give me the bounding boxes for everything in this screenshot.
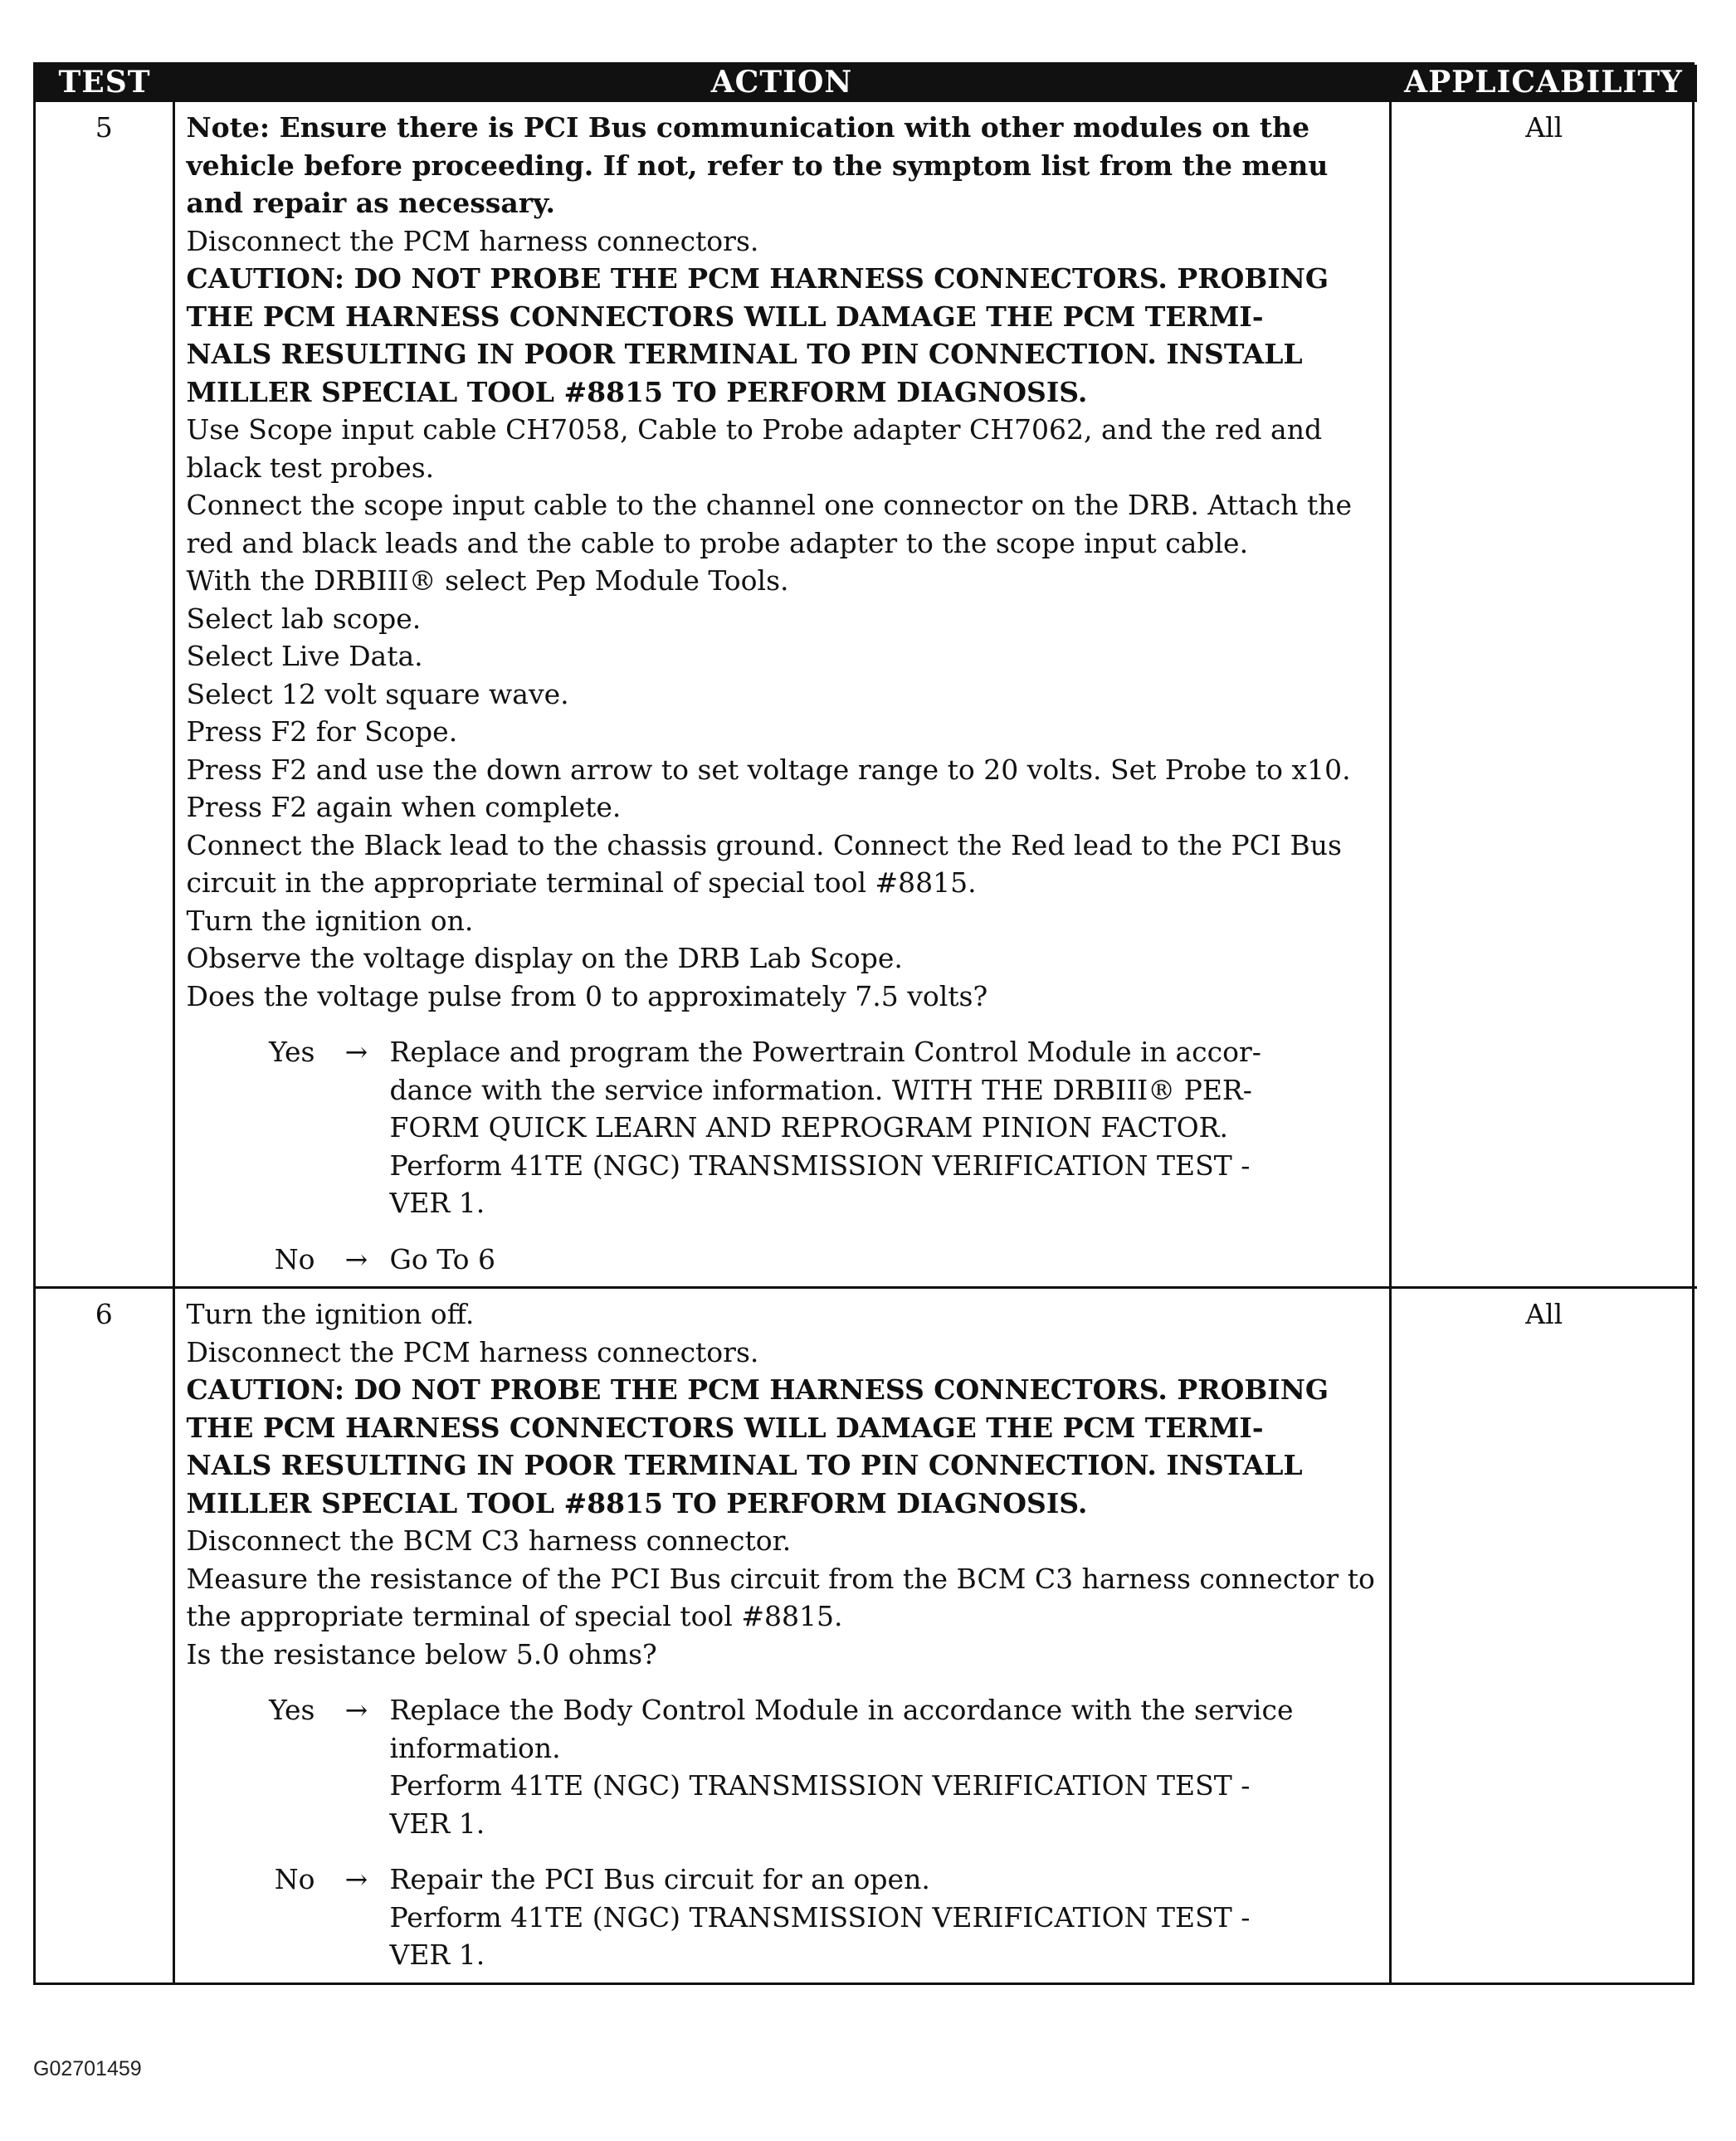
arrow-icon: →: [344, 1863, 368, 1895]
outcome-label: Yes: [269, 1036, 315, 1068]
caution-line: MILLER SPECIAL TOOL #8815 TO PERFORM DIAGNOSIS.: [186, 375, 1088, 408]
outcome-text: [390, 1861, 1382, 1974]
outcome-line: dance with the service information. WITH THE DRBIII® PER-: [389, 1073, 1252, 1106]
outcome-text: [390, 1691, 1382, 1842]
header-action: ACTION: [173, 65, 1390, 101]
caution-line: MILLER SPECIAL TOOL #8815 TO PERFORM DIAGNOSIS.: [186, 1486, 1088, 1519]
figure-code: G02701459: [33, 2057, 142, 2080]
outcome-line: Perform 41TE (NGC) TRANSMISSION VERIFICATION TEST -: [389, 1900, 1251, 1934]
instruction-line: Observe the voltage display on the DRB Lab Scope.: [186, 942, 903, 974]
instruction-line: Does the voltage pulse from 0 to approximately 7.5 volts?: [186, 979, 988, 1012]
outcome-label: No: [274, 1863, 315, 1895]
instruction-line: Disconnect the BCM C3 harness connector.: [186, 1524, 792, 1557]
caution-line: NALS RESULTING IN POOR TERMINAL TO PIN CONNECTION. INSTALL: [186, 1449, 1303, 1481]
instruction-line: Connect the Black lead to the chassis ground. Connect the Red lead to the PCI Bus: [186, 828, 1342, 861]
instruction-line: Select Live Data.: [186, 640, 423, 672]
test-number: 5: [36, 101, 173, 1288]
outcome-line: Repair the PCI Bus circuit for an open.: [389, 1863, 930, 1895]
table-row: [36, 101, 1697, 1288]
instruction-line: Is the resistance below 5.0 ohms?: [186, 1637, 657, 1670]
table-body: [36, 101, 1697, 1982]
outcome-line: Go To 6: [389, 1242, 496, 1275]
outcome-label: Yes: [269, 1694, 315, 1726]
instruction-line: circuit in the appropriate terminal of special tool #8815.: [186, 866, 977, 899]
instruction-line: Connect the scope input cable to the channel one connector on the DRB. Attach the: [186, 489, 1353, 521]
instruction-line: Disconnect the PCM harness connectors.: [186, 1335, 759, 1368]
outcome-yes: [187, 1691, 1382, 1842]
instruction-line: Disconnect the PCM harness connectors.: [186, 224, 759, 257]
instruction-line: Turn the ignition on.: [186, 904, 474, 937]
caution-line: CAUTION: DO NOT PROBE THE PCM HARNESS CONNECTORS. PROBING: [186, 1373, 1329, 1406]
instruction-line: Use Scope input cable CH7058, Cable to Probe adapter CH7062, and the red and: [186, 413, 1323, 446]
outcome-line: information.: [389, 1731, 561, 1764]
action-cell: [173, 1288, 1390, 1982]
outcome-text: [390, 1241, 1382, 1279]
applicability-value: All: [1390, 101, 1697, 1288]
instruction-line: Measure the resistance of the PCI Bus circuit from the BCM C3 harness connector to: [186, 1562, 1375, 1595]
note-line: vehicle before proceeding. If not, refer to the symptom list from the menu: [186, 149, 1329, 182]
arrow-icon: →: [344, 1036, 368, 1068]
outcome-line: Perform 41TE (NGC) TRANSMISSION VERIFICATION TEST -: [389, 1149, 1251, 1182]
outcome-yes: [187, 1033, 1382, 1222]
applicability-value: All: [1390, 1288, 1697, 1982]
diagnostic-test-table: [36, 65, 1697, 1982]
caution-line: CAUTION: DO NOT PROBE THE PCM HARNESS CONNECTORS. PROBING: [186, 262, 1329, 295]
instruction-line: Press F2 again when complete.: [186, 791, 622, 823]
outcome-label: No: [274, 1242, 315, 1275]
caution-line: THE PCM HARNESS CONNECTORS WILL DAMAGE THE PCM TERMI-: [186, 300, 1264, 333]
outcome-no: [187, 1241, 1382, 1279]
header-test: TEST: [36, 65, 173, 101]
note-line: and repair as necessary.: [186, 187, 556, 219]
caution-line: THE PCM HARNESS CONNECTORS WILL DAMAGE THE PCM TERMI-: [186, 1411, 1264, 1444]
caution-line: NALS RESULTING IN POOR TERMINAL TO PIN CONNECTION. INSTALL: [186, 338, 1303, 370]
instruction-line: Select 12 volt square wave.: [186, 677, 569, 710]
arrow-icon: →: [344, 1242, 368, 1275]
instruction-line: Turn the ignition off.: [186, 1298, 475, 1330]
arrow-icon: →: [344, 1694, 368, 1726]
outcome-line: Replace the Body Control Module in accordance with the service: [389, 1694, 1294, 1726]
diagnostic-table-frame: [33, 62, 1695, 1985]
outcome-line: FORM QUICK LEARN AND REPROGRAM PINION FACTOR.: [389, 1111, 1229, 1144]
header-applicability: APPLICABILITY: [1390, 65, 1697, 101]
instruction-line: the appropriate terminal of special tool #8815.: [186, 1600, 843, 1632]
test-number: 6: [36, 1288, 173, 1982]
outcome-line: Perform 41TE (NGC) TRANSMISSION VERIFICATION TEST -: [389, 1769, 1251, 1802]
table-row: [36, 1288, 1697, 1982]
instruction-line: Press F2 for Scope.: [186, 715, 458, 748]
note-line: Note: Ensure there is PCI Bus communication with other modules on the: [186, 111, 1310, 144]
instruction-line: red and black leads and the cable to probe adapter to the scope input cable.: [186, 526, 1249, 559]
outcome-line: VER 1.: [389, 1939, 485, 1971]
action-cell: [173, 101, 1390, 1288]
outcome-line: VER 1.: [389, 1807, 485, 1840]
instruction-line: Press F2 and use the down arrow to set voltage range to 20 volts. Set Probe to x10.: [186, 753, 1351, 786]
outcome-no: [187, 1861, 1382, 1974]
instruction-line: Select lab scope.: [186, 602, 422, 635]
instruction-line: black test probes.: [186, 451, 435, 484]
instruction-line: With the DRBIII® select Pep Module Tools.: [186, 564, 789, 597]
table-header-row: [36, 65, 1697, 101]
outcome-line: VER 1.: [389, 1187, 485, 1219]
outcome-line: Replace and program the Powertrain Control Module in accor-: [389, 1036, 1261, 1068]
outcome-text: [390, 1033, 1382, 1222]
